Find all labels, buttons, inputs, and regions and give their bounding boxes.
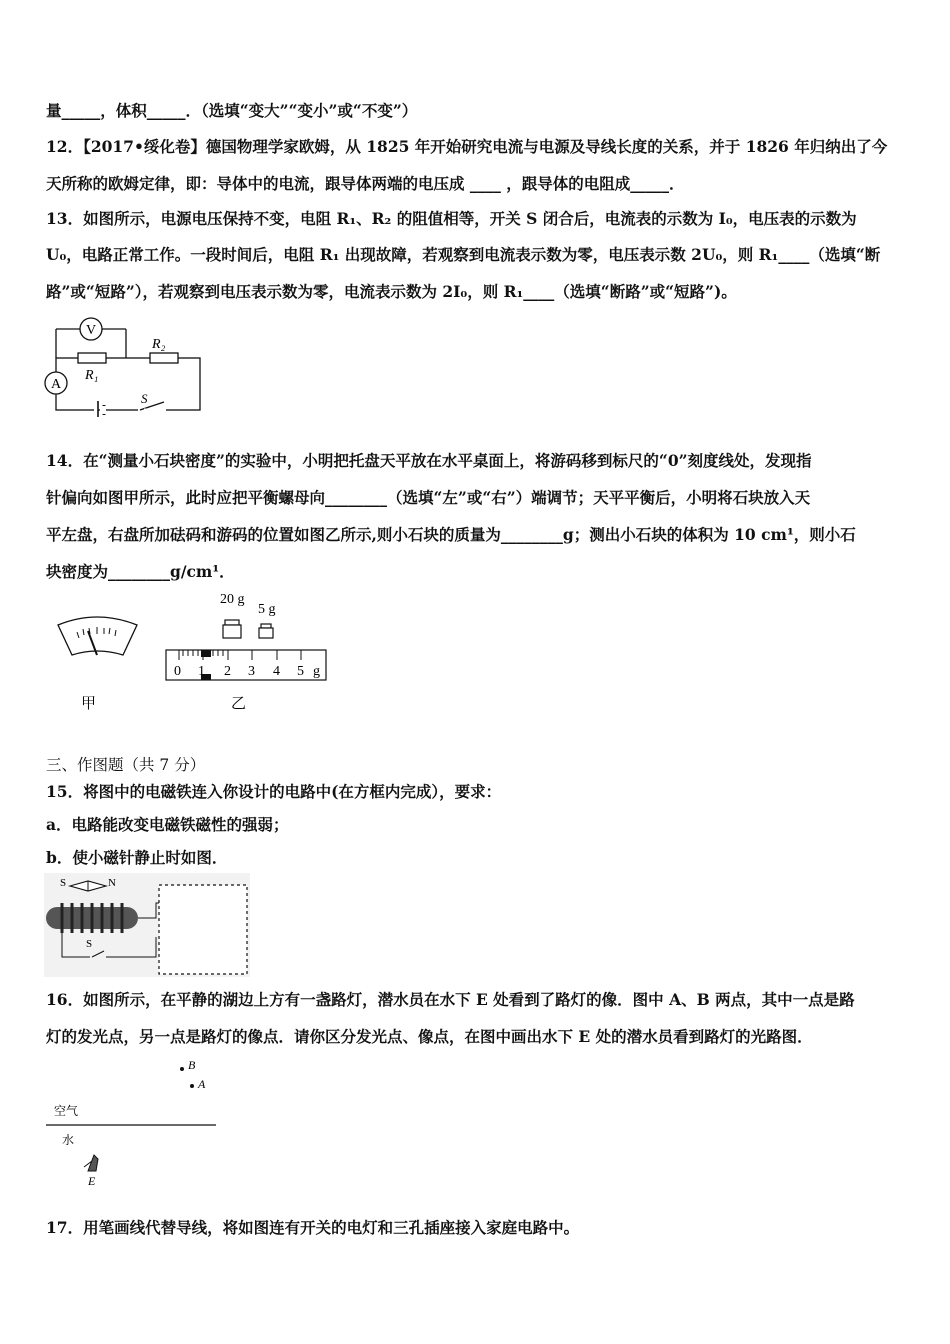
q15-electromagnet-figure bbox=[44, 873, 250, 977]
diver-icon bbox=[84, 1155, 98, 1171]
resistor-r2 bbox=[150, 353, 178, 363]
q13-line-3: 路”或“短路”），若观察到电压表示数为零，电流表示数为 2I₀，则 R₁____（选填“断路”或“短路”)。 bbox=[46, 282, 737, 301]
q15-line: 15．将图中的电磁铁连入你设计的电路中(在方框内完成），要求： bbox=[46, 782, 502, 801]
voltmeter-label: V bbox=[86, 323, 97, 338]
switch-label: S bbox=[86, 938, 93, 950]
air-label: 空气 bbox=[54, 1104, 79, 1118]
tick-0: 0 bbox=[174, 664, 181, 679]
rider-icon bbox=[201, 650, 211, 657]
weight-20g-icon bbox=[225, 620, 239, 625]
q14-pointer-dial-figure bbox=[55, 615, 145, 715]
q14-line-2: 针偏向如图甲所示，此时应把平衡螺母向________（选填“左”或“右”）端调节；天平平衡后，小明将石块放入天 bbox=[46, 488, 811, 507]
section-3-heading: 三、作图题（共 7 分） bbox=[46, 756, 206, 774]
q16-reflection-figure bbox=[44, 1055, 224, 1190]
r2-label: R₂ bbox=[152, 337, 166, 352]
q16-line-1: 16．如图所示，在平静的湖边上方有一盏路灯，潜水员在水下 E 处看到了路灯的像．图中 A、B 两点，其中一点是路 bbox=[46, 990, 855, 1009]
q13-circuit-figure bbox=[40, 312, 210, 417]
point-b bbox=[180, 1067, 184, 1071]
q14-line-3: 平左盘，右盘所加砝码和游码的位置如图乙所示,则小石块的质量为________g；测出小石块的体积为 10 cm¹，则小石 bbox=[46, 525, 856, 544]
q14-scale-figure bbox=[160, 588, 335, 713]
q12-line-2: 天所称的欧姆定律，即：导体中的电流，跟导体两端的电压成 ____ ，跟导体的电阻成_____． bbox=[46, 174, 685, 193]
q17-line: 17．用笔画线代替导线，将如图连有开关的电灯和三孔插座接入家庭电路中。 bbox=[46, 1218, 580, 1237]
ammeter-label: A bbox=[51, 377, 62, 392]
water-label: 水 bbox=[62, 1133, 75, 1147]
needle-s-label: S bbox=[60, 877, 67, 889]
tick-2: 2 bbox=[224, 664, 231, 679]
needle-n-label: N bbox=[108, 877, 116, 889]
tick-3: 3 bbox=[248, 664, 255, 679]
point-b-label: B bbox=[188, 1058, 196, 1072]
fig-jia-label: 甲 bbox=[81, 694, 97, 712]
q15-req-b: b．使小磁针静止时如图． bbox=[46, 848, 228, 867]
coil-icon bbox=[62, 903, 122, 933]
switch-label: S bbox=[141, 391, 148, 406]
q16-line-2: 灯的发光点，另一点是路灯的像点．请你区分发光点、像点，在图中画出水下 E 处的潜水员看到路灯的光路图． bbox=[46, 1027, 813, 1046]
q14-line-4: 块密度为________g/cm¹． bbox=[46, 562, 235, 581]
q15-req-a: a．电路能改变电磁铁磁性的强弱； bbox=[46, 815, 289, 834]
fig-yi-label: 乙 bbox=[231, 694, 247, 712]
q12-line-1: 12．【2017•绥化卷】德国物理学家欧姆，从 1825 年开始研究电流与电源及导线长度的关系，并于 1826 年归纳出了今 bbox=[46, 137, 888, 156]
text-line-1: 量_____，体积_____．（选填“变大”“变小”或“不变”） bbox=[46, 101, 418, 120]
weight-20g-label: 20 g bbox=[220, 592, 245, 607]
design-box[interactable] bbox=[159, 885, 247, 974]
resistor-r1 bbox=[78, 353, 106, 363]
point-a bbox=[190, 1084, 194, 1088]
r1-label: R₁ bbox=[85, 368, 99, 383]
q13-line-1: 13．如图所示，电源电压保持不变，电阻 R₁、R₂ 的阻值相等，开关 S 闭合后，电流表的示数为 I₀，电压表的示数为 bbox=[46, 209, 857, 228]
tick-unit: g bbox=[313, 664, 320, 679]
outer-loop bbox=[56, 358, 200, 410]
q13-line-2: U₀，电路正常工作。一段时间后，电阻 R₁ 出现故障，若观察到电流表示数为零，电压表示数 2U₀，则 R₁____（选填“断 bbox=[46, 245, 881, 264]
point-a-label: A bbox=[198, 1077, 206, 1091]
weight-5g-label: 5 g bbox=[258, 602, 276, 617]
tick-1: 1 bbox=[198, 664, 205, 679]
tick-5: 5 bbox=[297, 664, 304, 679]
q14-line-1: 14．在“测量小石块密度”的实验中，小明把托盘天平放在水平桌面上，将游码移到标尺的“0”刻度线处，发现指 bbox=[46, 451, 812, 470]
tick-4: 4 bbox=[273, 664, 280, 679]
point-e-label: E bbox=[88, 1174, 96, 1188]
